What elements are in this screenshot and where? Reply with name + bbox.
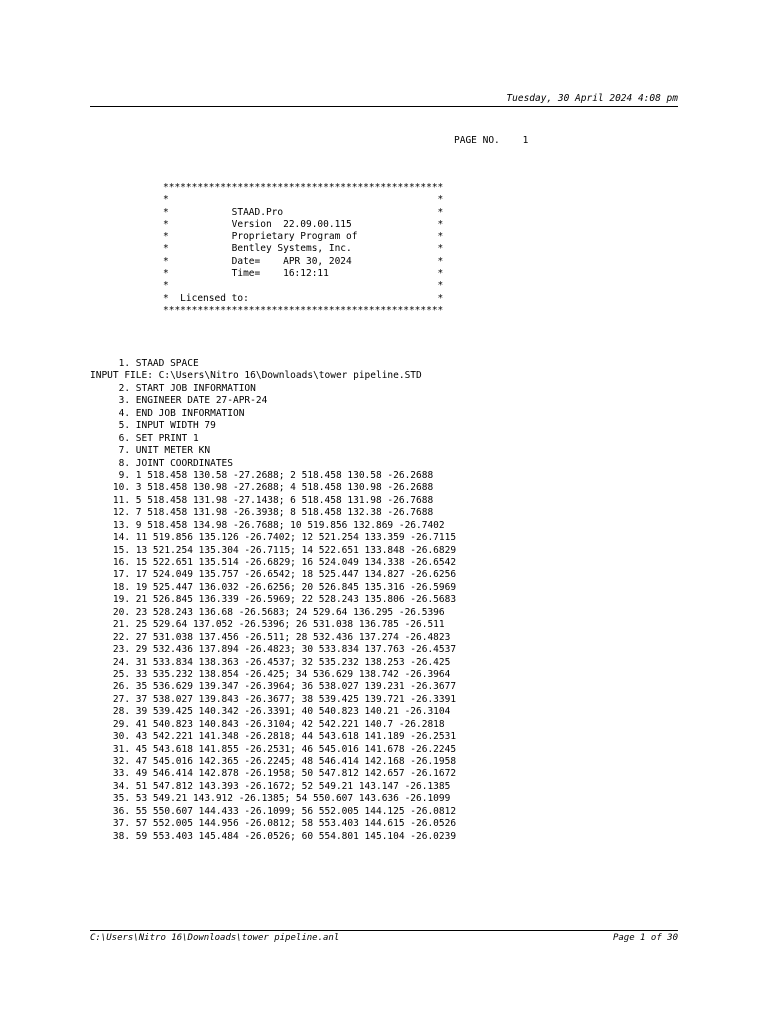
listing-line: 2. START JOB INFORMATION [90,382,256,394]
listing-line: 5. INPUT WIDTH 79 [90,420,216,432]
banner-line: * Version 22.09.00.115 * [163,218,444,230]
listing-line: 23. 29 532.436 137.894 -26.4823; 30 533.834 137.763 -26.4537 [90,644,457,656]
listing-line: 18. 19 525.447 136.032 -26.6256; 20 526.845 135.316 -26.5969 [90,581,457,593]
listing-line: 4. END JOB INFORMATION [90,407,245,419]
listing-line: 16. 15 522.651 135.514 -26.6829; 16 524.049 134.338 -26.6542 [90,557,457,568]
listing-line: 26. 35 536.629 139.347 -26.3964; 36 538.027 139.231 -26.3677 [90,681,457,693]
listing-line: 3. ENGINEER DATE 27-APR-24 [90,395,268,407]
listing-line: 34. 51 547.812 143.393 -26.1672; 52 549.21 143.147 -26.1385 [90,780,451,792]
banner-line: * Time= 16:12:11 * [163,268,444,280]
footer-page-count: Page 1 of 30 [612,933,678,943]
listing-line: 28. 39 539.425 140.342 -26.3391; 40 540.823 140.21 -26.3104 [90,706,451,718]
listing-line: 17. 17 524.049 135.757 -26.6542; 18 525.447 134.827 -26.6256 [90,569,457,581]
listing-line: 15. 13 521.254 135.304 -26.7115; 14 522.651 133.848 -26.6829 [90,544,457,556]
listing-line: 35. 53 549.21 143.912 -26.1385; 54 550.607 143.636 -26.1099 [90,793,451,805]
banner-line: * Proprietary Program of * [163,231,444,243]
listing-line: 8. JOINT COORDINATES [90,457,233,469]
listing-line: 22. 27 531.038 137.456 -26.511; 28 532.436 137.274 -26.4823 [90,631,451,643]
banner-line: ************************************************* [163,182,444,193]
listing-line: 37. 57 552.005 144.956 -26.0812; 58 553.403 144.615 -26.0526 [90,818,457,830]
listing-line: 11. 5 518.458 131.98 -27.1438; 6 518.458 131.98 -26.7688 [90,494,434,506]
listing-line: 1. STAAD SPACE [90,358,199,369]
listing-line: 13. 9 518.458 134.98 -26.7688; 10 519.856 132.869 -26.7402 [90,519,445,531]
listing-line: 33. 49 546.414 142.878 -26.1958; 50 547.812 142.657 -26.1672 [90,768,457,780]
listing-line: 29. 41 540.823 140.843 -26.3104; 42 542.221 140.7 -26.2818 [90,718,445,730]
listing-line: 14. 11 519.856 135.126 -26.7402; 12 521.254 133.359 -26.7115 [90,532,457,544]
listing-line: 7. UNIT METER KN [90,445,211,457]
banner-line: ************************************************* [163,304,444,316]
listing-line: 21. 25 529.64 137.052 -26.5396; 26 531.038 136.785 -26.511 [90,619,445,631]
banner-line: * * [163,280,444,292]
listing-line: 38. 59 553.403 145.484 -26.0526; 60 554.801 145.104 -26.0239 [90,830,457,842]
banner-line: * STAAD.Pro * [163,206,444,218]
input-listing [90,358,456,843]
banner-line: * Licensed to: * [163,292,444,304]
staad-banner-box [163,182,443,317]
listing-line: 30. 43 542.221 141.348 -26.2818; 44 543.618 141.189 -26.2531 [90,731,457,743]
banner-line: * Date= APR 30, 2024 * [163,255,444,267]
banner-line: * Bentley Systems, Inc. * [163,243,444,255]
listing-line: 10. 3 518.458 130.98 -27.2688; 4 518.458 130.98 -26.2688 [90,482,434,494]
listing-line: 19. 21 526.845 136.339 -26.5969; 22 528.243 135.806 -26.5683 [90,594,457,606]
listing-line: 9. 1 518.458 130.58 -27.2688; 2 518.458 130.58 -26.2688 [90,469,434,481]
page-number-label: PAGE NO. 1 [454,135,529,146]
listing-line: 20. 23 528.243 136.68 -26.5683; 24 529.64 136.295 -26.5396 [90,606,445,618]
listing-line: 36. 55 550.607 144.433 -26.1099; 56 552.005 144.125 -26.0812 [90,805,457,817]
footer-file-path: C:\Users\Nitro 16\Downloads\tower pipeline.anl [90,933,340,943]
listing-line: 32. 47 545.016 142.365 -26.2245; 48 546.414 142.168 -26.1958 [90,756,457,767]
listing-line: 12. 7 518.458 131.98 -26.3938; 8 518.458 132.38 -26.7688 [90,507,434,519]
listing-line: 6. SET PRINT 1 [90,432,199,444]
header-divider [90,106,678,107]
header-datetime: Tuesday, 30 April 2024 4:08 pm [506,93,678,104]
listing-line: 25. 33 535.232 138.854 -26.425; 34 536.629 138.742 -26.3964 [90,668,451,680]
banner-line: * * [163,194,444,206]
footer-divider [90,930,678,931]
listing-line: 24. 31 533.834 138.363 -26.4537; 32 535.232 138.253 -26.425 [90,656,451,668]
listing-line: INPUT FILE: C:\Users\Nitro 16\Downloads\tower pipeline.STD [90,370,422,382]
listing-line: 31. 45 543.618 141.855 -26.2531; 46 545.016 141.678 -26.2245 [90,743,457,755]
listing-line: 27. 37 538.027 139.843 -26.3677; 38 539.425 139.721 -26.3391 [90,693,457,705]
